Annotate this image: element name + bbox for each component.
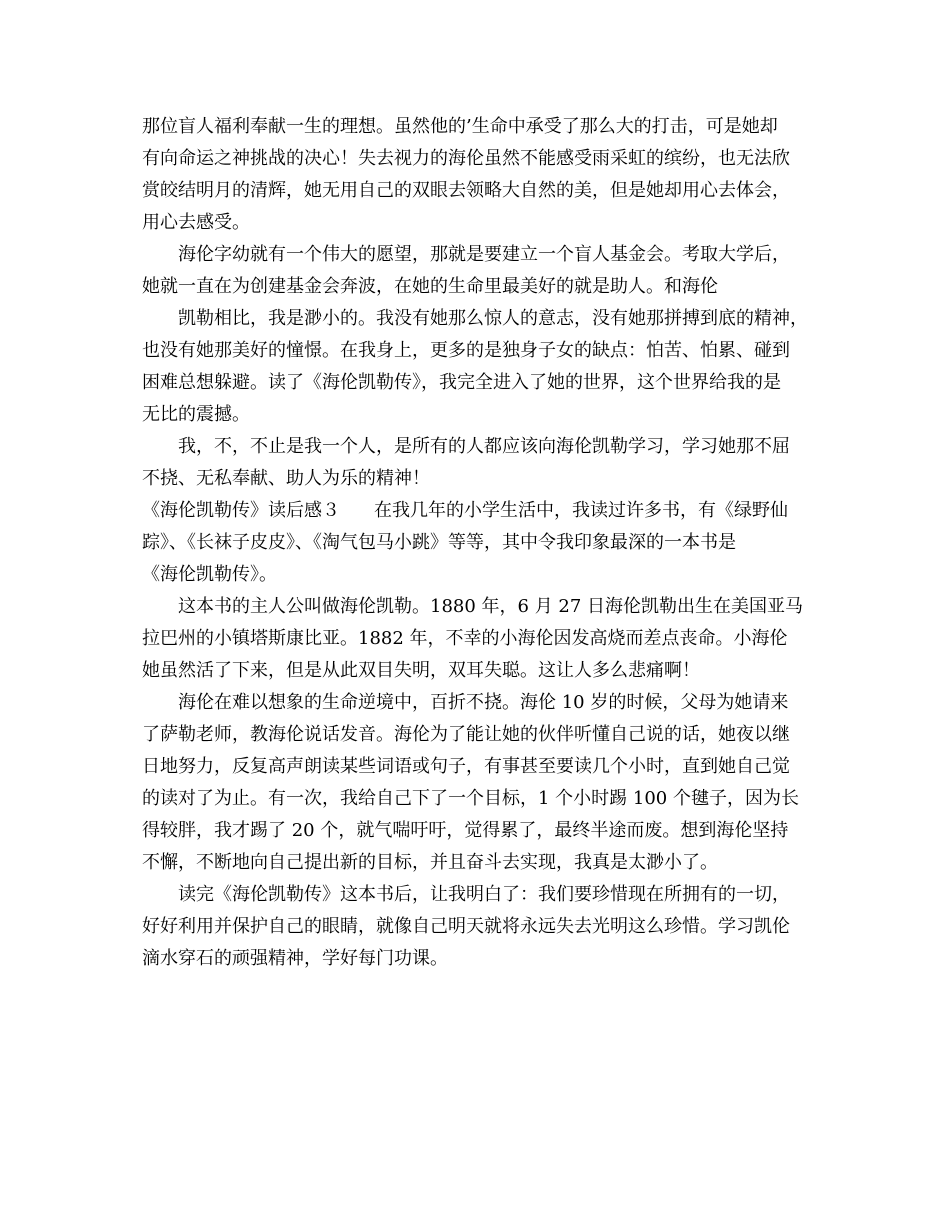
text-line	[142, 815, 822, 847]
text-line	[142, 335, 822, 367]
text-line	[142, 527, 822, 559]
text-line	[142, 655, 822, 687]
text-line	[142, 783, 822, 815]
text-line	[142, 559, 822, 591]
line-text: 有向命运之神挑战的决心！失去视力的海伦虽然不能感受雨采虹的缤纷，也无法欣	[142, 148, 790, 169]
line-text: 踪》、《长袜子皮皮》、《淘气包马小跳》等等，其中令我印象最深的一本书是	[142, 532, 736, 553]
text-line	[142, 431, 822, 463]
paragraph-start: 在我几年的小学生活中，我读过许多书，有《绿野仙	[374, 500, 788, 521]
text-line	[142, 623, 822, 655]
text-line	[142, 303, 822, 335]
line-text: 这本书的主人公叫做海伦凯勒。1880 年，6 月 27 日海伦凯勒出生在美国亚马	[178, 596, 804, 617]
line-text: 滴水穿石的顽强精神，学好每门功课。	[142, 948, 448, 969]
text-line	[142, 239, 822, 271]
document-body	[142, 111, 822, 975]
text-line	[142, 367, 822, 399]
text-line	[142, 751, 822, 783]
text-line	[142, 879, 822, 911]
line-text: 也没有她那美好的憧憬。在我身上，更多的是独身子女的缺点：怕苦、怕累、碰到	[142, 340, 790, 361]
line-text: 日地努力，反复高声朗读某些词语或句子，有事甚至要读几个小时，直到她自己觉	[142, 756, 790, 777]
line-text: 凯勒相比，我是渺小的。我没有她那么惊人的意志，没有她那拼搏到底的精神，	[178, 308, 808, 329]
text-line	[142, 847, 822, 879]
line-text: 了萨勒老师，教海伦说话发音。海伦为了能让她的伙伴听懂自己说的话，她夜以继	[142, 724, 790, 745]
line-text: 无比的震撼。	[142, 404, 250, 425]
text-line	[142, 207, 822, 239]
line-text: 她就一直在为创建基金会奔波，在她的生命里最美好的就是助人。和海伦	[142, 276, 718, 297]
text-line	[142, 591, 822, 623]
section-heading: 《海伦凯勒传》读后感３	[142, 500, 340, 521]
text-line	[142, 495, 822, 527]
line-text: 拉巴州的小镇塔斯康比亚。1882 年，不幸的小海伦因发高烧而差点丧命。小海伦	[142, 628, 788, 649]
text-line	[142, 271, 822, 303]
line-text: 读完《海伦凯勒传》这本书后，让我明白了：我们要珍惜现在所拥有的一切，	[178, 884, 790, 905]
line-text: 用心去感受。	[142, 212, 250, 233]
text-line	[142, 143, 822, 175]
line-text: 不懈，不断地向自己提出新的目标，并且奋斗去实现，我真是太渺小了。	[142, 852, 718, 873]
line-text: 的读对了为止。有一次，我给自己下了一个目标，1 个小时踢 100 个毽子，因为长	[142, 788, 799, 809]
line-text: 困难总想躲避。读了《海伦凯勒传》，我完全进入了她的世界，这个世界给我的是	[142, 372, 781, 393]
text-line	[142, 111, 822, 143]
line-text: 那位盲人福利奉献一生的理想。虽然他的’生命中承受了那么大的打击，可是她却	[142, 116, 778, 137]
line-text: 海伦在难以想象的生命逆境中，百折不挠。海伦 10 岁的时候，父母为她请来	[178, 692, 789, 713]
line-text: 好好利用并保护自己的眼睛，就像自己明天就将永远失去光明这么珍惜。学习凯伦	[142, 916, 790, 937]
text-line	[142, 943, 822, 975]
text-line	[142, 719, 822, 751]
text-line	[142, 399, 822, 431]
text-line	[142, 687, 822, 719]
line-text: 海伦字幼就有一个伟大的愿望，那就是要建立一个盲人基金会。考取大学后，	[178, 244, 790, 265]
line-text: 不挠、无私奉献、助人为乐的精神！	[142, 468, 430, 489]
text-line	[142, 175, 822, 207]
line-text: 我，不，不止是我一个人，是所有的人都应该向海伦凯勒学习，学习她那不屈	[178, 436, 790, 457]
line-text: 赏皎结明月的清辉，她无用自己的双眼去领略大自然的美，但是她却用心去体会，	[142, 180, 790, 201]
line-text: 得较胖，我才踢了 20 个，就气喘吁吁，觉得累了，最终半途而废。想到海伦坚持	[142, 820, 789, 841]
text-line	[142, 463, 822, 495]
line-text: 她虽然活了下来，但是从此双目失明，双耳失聪。这让人多么悲痛啊！	[142, 660, 700, 681]
line-text: 《海伦凯勒传》。	[142, 564, 277, 585]
text-line	[142, 911, 822, 943]
